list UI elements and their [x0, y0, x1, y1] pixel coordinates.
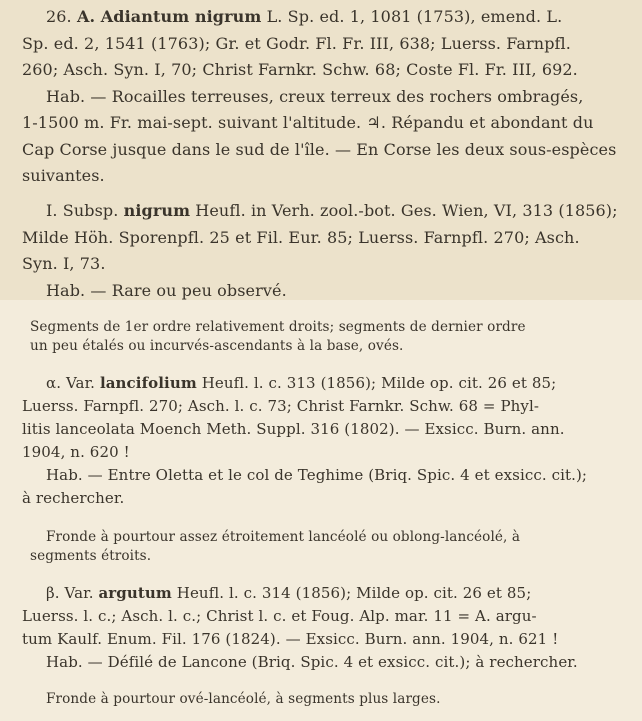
beta-citation: Heufl. l. c. 314 (1856); Milde op. cit. 26 et 85;: [171, 584, 532, 602]
desc2-line-1: Fronde à pourtour assez étroitement lancéolé ou oblong-lancéolé, à: [46, 529, 521, 545]
alpha-line-6: à rechercher.: [22, 489, 125, 507]
subsp-name: nigrum: [123, 201, 191, 220]
beta-prefix: β. Var.: [46, 584, 99, 602]
beta-line-3: tum Kaulf. Enum. Fil. 176 (1824). — Exsicc. Burn. ann. 1904, n. 621 !: [22, 630, 559, 648]
entry-line-4: Hab. — Rocailles terreuses, creux terreux des rochers ombragés,: [46, 86, 584, 106]
entry-line-5: 1-1500 m. Fr. mai-sept. suivant l'altitude. ♃. Répandu et abondant du: [22, 113, 594, 132]
desc1-line-2: un peu étalés ou incurvés-ascendants à la base, ovés.: [30, 338, 404, 354]
alpha-line-4: 1904, n. 620 !: [22, 443, 130, 461]
desc3-line-1: Fronde à pourtour ové-lancéolé, à segments plus larges.: [46, 691, 441, 707]
species-entry: [22, 4, 632, 190]
alpha-line-5: Hab. — Entre Oletta et le col de Teghime (Briq. Spic. 4 et exsicc. cit.);: [46, 466, 588, 484]
species-name: A. Adiantum nigrum: [76, 7, 262, 26]
beta-line-4: Hab. — Défilé de Lancone (Briq. Spic. 4 et exsicc. cit.); à rechercher.: [46, 653, 578, 671]
subsp-line-4: Hab. — Rare ou peu observé.: [46, 280, 287, 300]
entry-line-7: suivantes.: [22, 166, 105, 185]
variety-alpha-entry: [22, 372, 632, 510]
entry-line-3: 260; Asch. Syn. I, 70; Christ Farnkr. Schw. 68; Coste Fl. Fr. III, 692.: [22, 60, 578, 79]
subsp-prefix: I. Subsp.: [46, 201, 124, 220]
alpha-line-3: litis lanceolata Moench Meth. Suppl. 316 (1802). — Exsicc. Burn. ann.: [22, 420, 565, 438]
beta-name: argutum: [98, 584, 172, 602]
beta-description: [30, 690, 630, 709]
subsp-line-2: Milde Höh. Sporenpfl. 25 et Fil. Eur. 85; Luerss. Farnpfl. 270; Asch.: [22, 227, 580, 247]
subspecies-entry: [22, 198, 632, 304]
entry-line-1: [22, 4, 632, 31]
alpha-name: lancifolium: [99, 374, 197, 392]
alpha-line-2: Luerss. Farnpfl. 270; Asch. l. c. 73; Christ Farnkr. Schw. 68 = Phyl-: [22, 397, 540, 415]
desc2-line-2: segments étroits.: [30, 548, 152, 564]
alpha-citation: Heufl. l. c. 313 (1856); Milde op. cit. 26 et 85;: [196, 374, 557, 392]
alpha-line-1: [22, 372, 632, 395]
entry-line-2: Sp. ed. 2, 1541 (1763); Gr. et Godr. Fl. Fr. III, 638; Luerss. Farnpfl.: [22, 33, 571, 53]
subsp-citation: Heufl. in Verh. zool.-bot. Ges. Wien, VI, 313 (1856);: [190, 201, 618, 220]
subsp-description: [30, 318, 630, 356]
beta-line-1: [22, 582, 632, 605]
desc1-line-1: Segments de 1er ordre relativement droits; segments de dernier ordre: [30, 319, 526, 335]
alpha-prefix: α. Var.: [46, 374, 100, 392]
subsp-line-1: [22, 198, 632, 225]
entry-line-6: Cap Corse jusque dans le sud de l'île. — En Corse les deux sous-espèces: [22, 139, 617, 159]
beta-line-2: Luerss. l. c.; Asch. l. c.; Christ l. c. et Foug. Alp. mar. 11 = A. argu-: [22, 607, 537, 625]
variety-beta-entry: [22, 582, 632, 674]
species-number: 26.: [46, 7, 72, 26]
species-citation: L. Sp. ed. 1, 1081 (1753), emend. L.: [261, 7, 563, 26]
subsp-line-3: Syn. I, 73.: [22, 254, 106, 273]
alpha-description: [30, 528, 630, 566]
